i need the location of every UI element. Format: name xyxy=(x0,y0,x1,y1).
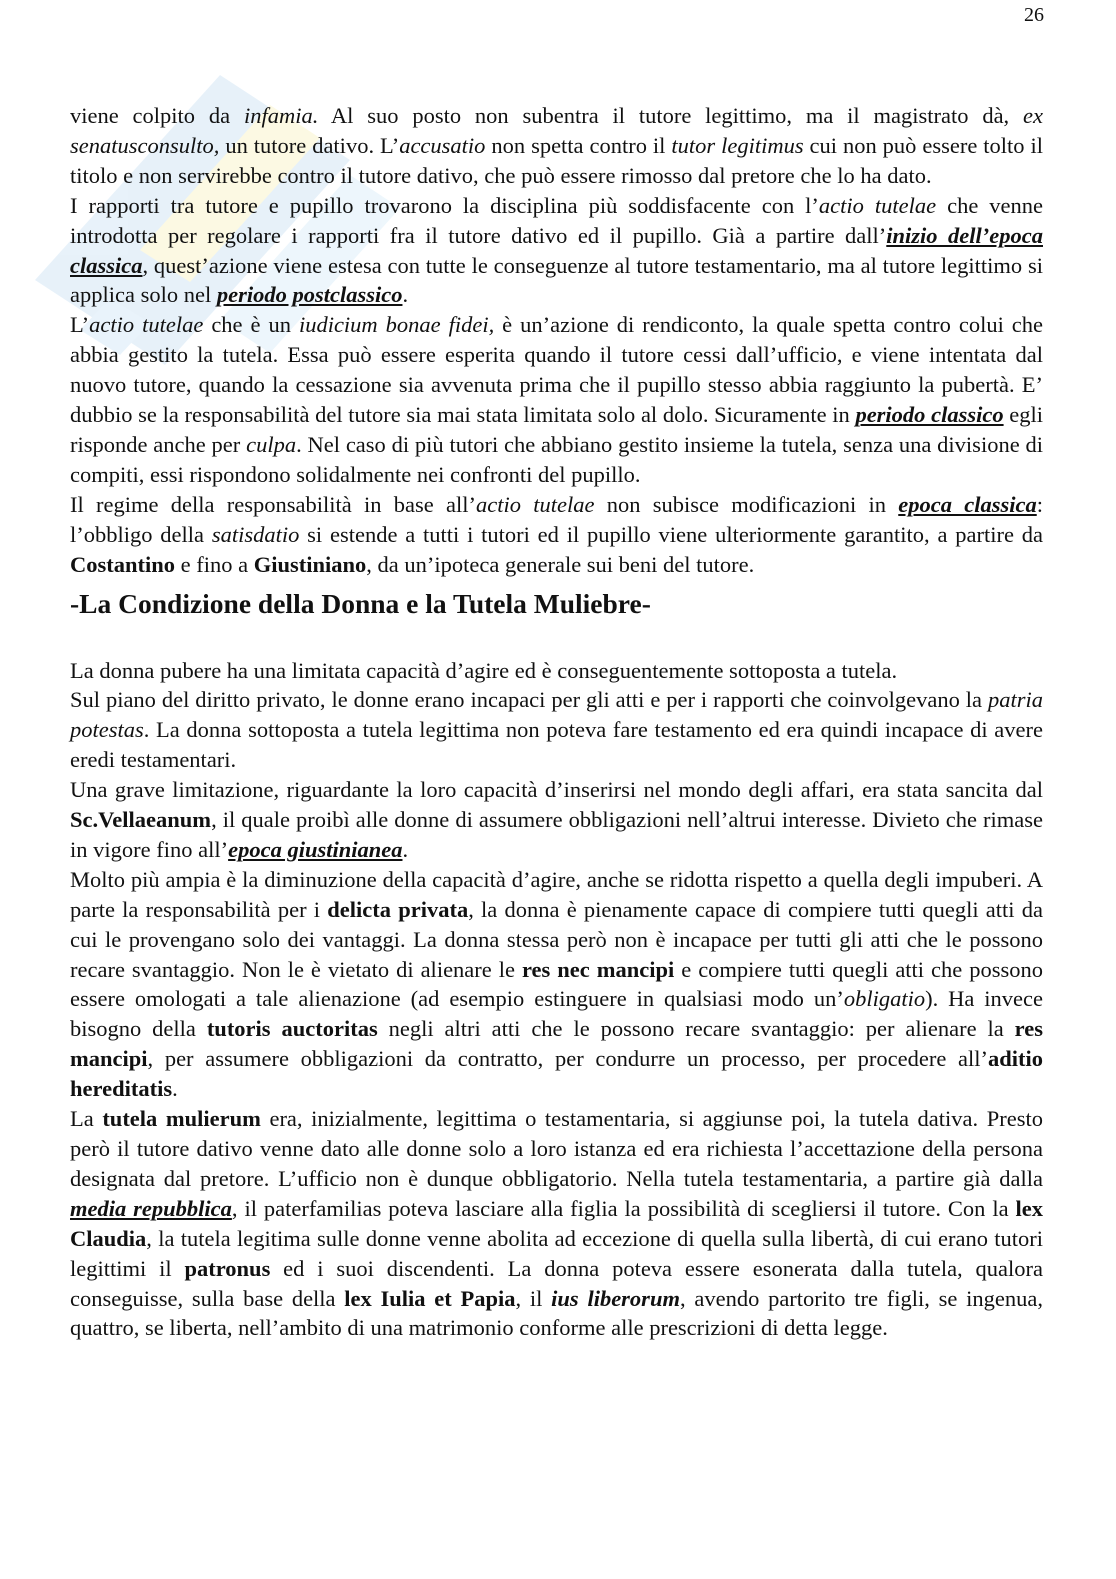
paragraph-4: Il regime della responsabilità in base all’actio tutelae non subisce modificazioni in epoca classica: l’obbligo della satisdatio si estende a tutti i tutori ed il pupillo viene ulteriormente garantito, a partire da Costantino e fino a Giustiniano, da un’ipoteca generale sui beni del tutore. xyxy=(70,491,1043,577)
section-heading: -La Condizione della Donna e la Tutela Muliebre- xyxy=(70,587,651,619)
paragraph-6: Sul piano del diritto privato, le donne erano incapaci per gli atti e per i rapporti che coinvolgevano la patria potestas. La donna sottoposta a tutela legittima non poteva fare testamento ed era quindi incapace di avere eredi testamentari. xyxy=(70,687,1043,773)
page-content xyxy=(70,101,1043,1343)
paragraph-3: L’actio tutelae che è un iudicium bonae fidei, è un’azione di rendiconto, la quale spetta contro colui che abbia gestito la tutela. Essa può essere esperita quando il tutore cessi dall’ufficio, e viene intentata dal nuovo tutore, quando la cessazione sia avvenuta prima che il pupillo stesso abbia raggiunto la pubertà. E’ dubbio se la responsabilità del tutore sia mai stata limitata solo al dolo. Sicuramente in periodo classico egli risponde anche per culpa. Nel caso di più tutori che abbiano gestito insieme la tutela, senza una divisione di compiti, essi rispondono solidalmente nei confronti del pupillo. xyxy=(70,312,1044,487)
paragraph-1: viene colpito da infamia. Al suo posto non subentra il tutore legittimo, ma il magistrato dà, ex senatusconsulto, un tutore dativo. L’accusatio non spetta contro il tutor legitimus cui non può essere tolto il titolo e non servirebbe contro il tutore dativo, che può essere rimosso dal pretore che lo ha dato. xyxy=(70,103,1043,188)
paragraph-2: I rapporti tra tutore e pupillo trovarono la disciplina più soddisfacente con l’actio tutelae che venne introdotta per regolare i rapporti fra il tutore dativo ed il pupillo. Già a partire dall’inizio dell’epoca classica, quest’azione viene estesa con tutte le conseguenze al tutore testamentario, ma al tutore legittimo si applica solo nel periodo postclassico. xyxy=(70,192,1043,308)
spacer xyxy=(70,622,1043,656)
page-number: 26 xyxy=(1024,4,1044,26)
paragraph-8: Molto più ampia è la diminuzione della capacità d’agire, anche se ridotta rispetto a quella degli impuberi. A parte la responsabilità per i delicta privata, la donna è pienamente capace di compiere tutti quegli atti da cui le provengano solo dei vantaggi. La donna stessa però non è incapace per tutti gli atti che le possono recare svantaggio. Non le è vietato di alienare le res nec mancipi e compiere tutti quegli atti che possono essere omologati a tale alienazione (ad esempio estinguere in qualsiasi modo un’obligatio). Ha invece bisogno della tutoris auctoritas negli altri atti che le possono recare svantaggio: per alienare la res mancipi, per assumere obbligazioni da contratto, per condurre un processo, per procedere all’aditio hereditatis. xyxy=(70,866,1043,1102)
paragraph-5: La donna pubere ha una limitata capacità d’agire ed è conseguentemente sottoposta a tutela. xyxy=(70,657,898,683)
paragraph-7: Una grave limitazione, riguardante la loro capacità d’inserirsi nel mondo degli affari, era stata sancita dal Sc.Vellaeanum, il quale proibì alle donne di assumere obbligazioni nell’altrui interesse. Divieto che rimase in vigore fino all’epoca giustinianea. xyxy=(70,777,1043,862)
paragraph-9: La tutela mulierum era, inizialmente, legittima o testamentaria, si aggiunse poi, la tutela dativa. Presto però il tutore dativo venne dato alle donne solo a loro istanza ed era richiesta l’accettazione della persona designata dal pretore. L’ufficio non è dunque obbligatorio. Nella tutela testamentaria, a partire già dalla media repubblica, il paterfamilias poteva lasciare alla figlia la possibilità di scegliersi il tutore. Con la lex Claudia, la tutela legitima sulle donne venne abolita ad eccezione di quella sulla libertà, di cui erano tutori legittimi il patronus ed i suoi discendenti. La donna poteva essere esonerata dalla tutela, qualora conseguisse, sulla base della lex Iulia et Papia, il ius liberorum, avendo partorito tre figli, se ingenua, quattro, se liberta, nell’ambito di una matrimonio conforme alle prescrizioni di detta legge. xyxy=(70,1106,1043,1341)
